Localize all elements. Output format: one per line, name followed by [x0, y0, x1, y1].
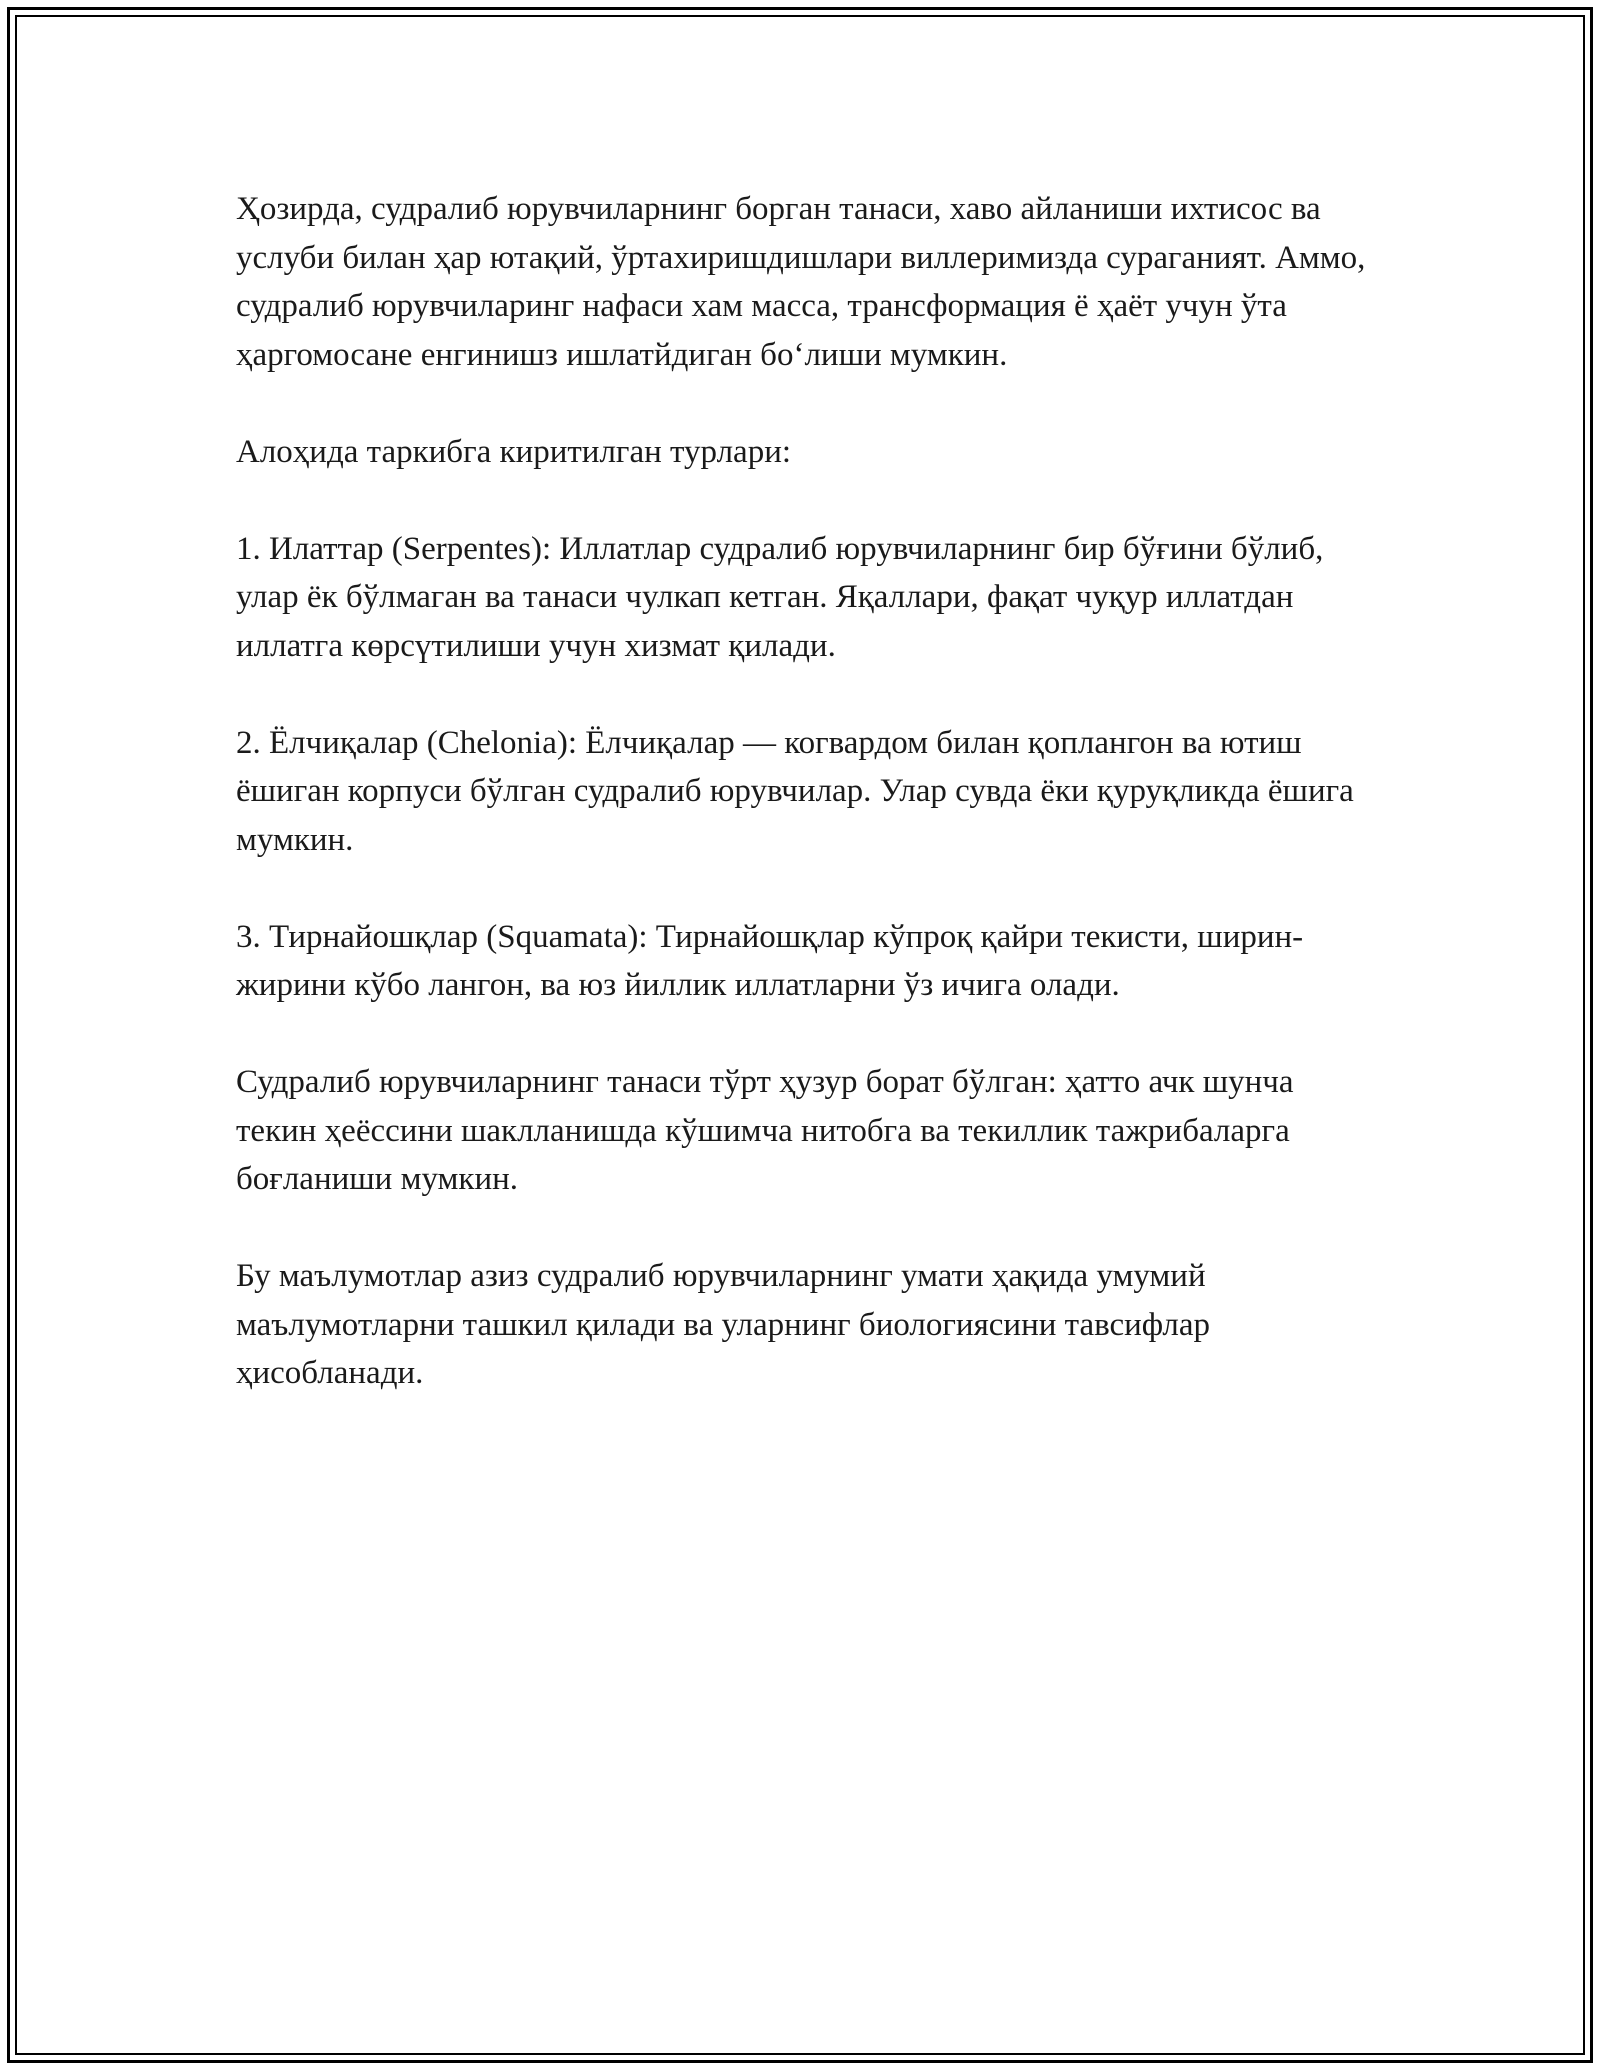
closing-paragraph: Бу маълумотлар азиз судралиб юрувчиларнинг умати ҳақида умумий маълумотларни ташкил қилади ва уларнинг биологиясини тавсифлар ҳисобланади. [236, 1258, 1210, 1391]
intro-paragraph: Ҳозирда, судралиб юрувчиларнинг борган танаси, хаво айланиши ихтисос ва услуби билан ҳар ютақий, ўртахиришдишлари виллеримизда сураганият. Аммо, судралиб юрувчиларинг нафаси хам масса, трансформация ё ҳаёт учун ўта ҳаргомосане енгинишз ишлатйдиган боʻлиши мумкин. [236, 191, 1366, 373]
types-heading: Алоҳида таркибга киритилган турлари: [236, 433, 792, 470]
list-item-chelonia: 2. Ёлчиқалар (Chelonia): Ёлчиқалар — когвардом билан қоплангон ва ютиш ёшиган корпуси бўлган судралиб юрувчилар. Улар сувда ёки қуруқликда ёшига мумкин. [236, 724, 1354, 858]
document-body [236, 185, 1376, 1398]
body-paragraph: Судралиб юрувчиларнинг танаси тўрт ҳузур борат бўлган: ҳатто ачк шунча текин ҳеёссини шаклланишда кўшимча нитобга ва текиллик тажрибаларга боғланиши мумкин. [236, 1064, 1294, 1197]
list-item-serpentes: 1. Илаттар (Serpentes): Иллатлар судралиб юрувчиларнинг бир бўғини бўлиб, улар ёк бўлмаган ва танаси чулкап кетган. Яқаллари, фақат чуқур иллатдан иллатга көрсүтилиши учун хизмат қилади. [236, 530, 1324, 664]
list-item-squamata: 3. Тирнайошқлар (Squamata): Тирнайошқлар кўпроқ қайри текисти, ширин-жирини кўбо лангон, ва юз йиллик иллатларни ўз ичига олади. [236, 918, 1304, 1003]
